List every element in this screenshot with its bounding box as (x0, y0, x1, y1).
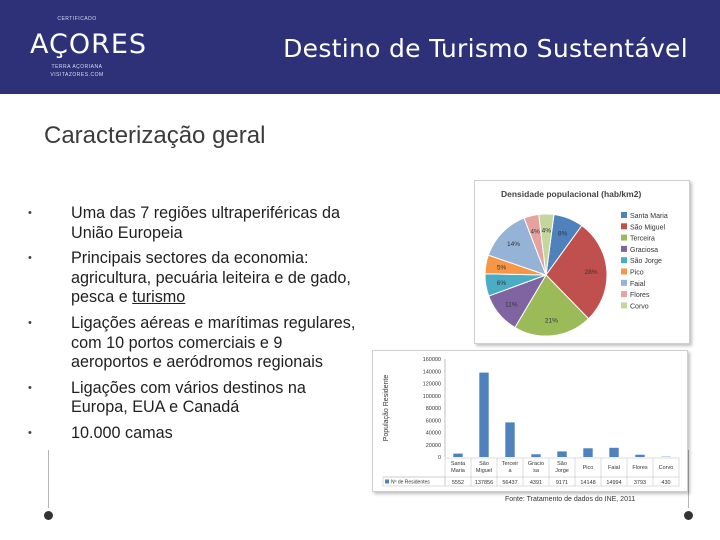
pie-data-label: 21% (544, 317, 558, 325)
data-table-value: 4391 (529, 480, 543, 486)
data-table-value: 430 (661, 480, 671, 486)
y-tick-label: 80000 (425, 406, 441, 412)
bar-chart (373, 351, 687, 491)
bullet-list (28, 204, 364, 444)
x-tick-label: Jorge (555, 468, 569, 474)
acores-logo (22, 10, 148, 80)
corner-line (688, 450, 689, 508)
pie-data-label: 11% (505, 301, 518, 309)
bar-chart-panel (372, 350, 688, 492)
x-tick-label: Gracio (527, 461, 545, 467)
legend-label: Graciosa (630, 246, 659, 254)
legend-swatch (621, 257, 627, 263)
bar (479, 373, 488, 457)
pie-title: Densidade populacional (hab/km2) (501, 189, 642, 199)
pie-data-label: 8% (557, 230, 568, 238)
bar (635, 455, 644, 457)
turismo-link[interactable]: turismo (132, 288, 186, 307)
legend-label: Faial (630, 280, 646, 288)
bar (609, 448, 618, 457)
x-tick-label: Pico (582, 465, 594, 471)
section-title: Caracterização geral (44, 122, 266, 149)
y-axis-label: População Residente (383, 374, 390, 442)
y-tick-label: 0 (437, 455, 441, 461)
series-name: Nº de Residentes (391, 479, 430, 486)
y-tick-label: 160000 (422, 357, 441, 363)
legend-label: São Miguel (630, 224, 666, 232)
bullet-item (28, 249, 364, 308)
y-tick-label: 20000 (425, 442, 441, 449)
legend-label: Pico (630, 269, 644, 277)
legend-label: Flores (630, 292, 650, 300)
legend-swatch (621, 212, 627, 218)
logo-wordmark: AÇORES (30, 29, 148, 60)
bullet-item: • Uma das 7 regiões ultraperiféricas da União Europeia (28, 204, 364, 243)
pie-data-label: 14% (506, 241, 521, 249)
x-tick-label: Faial (608, 465, 620, 471)
data-table-value: 9171 (555, 480, 569, 486)
legend-swatch (621, 269, 627, 275)
pie-data-label: 4% (530, 228, 540, 236)
corner-dot (44, 511, 53, 520)
legend-swatch (621, 235, 627, 241)
data-table-value: 3793 (633, 480, 647, 486)
bar (531, 454, 540, 457)
x-tick-label: Corvo (658, 465, 674, 471)
logo-certified-text: CERTIFICADO (57, 16, 97, 22)
pie-data-label: 6% (496, 279, 507, 287)
x-tick-label: Flores (632, 465, 648, 471)
x-tick-label: São (479, 461, 489, 467)
header-banner (0, 0, 720, 94)
data-table-value: 137856 (474, 480, 494, 486)
x-tick-label: São (557, 461, 567, 467)
banner-title: Destino de Turismo Sustentável (283, 34, 688, 63)
data-table-value: 5552 (451, 480, 465, 486)
pie-chart-panel (474, 180, 690, 344)
bar (583, 448, 592, 457)
x-tick-label: a (508, 468, 512, 474)
corner-dot (684, 511, 693, 520)
logo-site: VISITAZORES.COM (50, 72, 104, 78)
pie-data-label: 5% (496, 264, 507, 272)
y-tick-label: 60000 (425, 418, 441, 425)
legend-swatch (621, 280, 627, 286)
bullet-item: • Ligações aéreas e marítimas regulares, com 10 portos comerciais e 9 aeroportos e aeródromos regionais (28, 314, 364, 373)
x-tick-label: Terceir (501, 461, 519, 467)
x-tick-label: sa (533, 468, 539, 474)
legend-swatch (621, 291, 627, 297)
x-tick-label: Maria (451, 468, 465, 474)
bar (453, 454, 462, 457)
bullet-text: Principais sectores da economia: agricultura, pecuária leiteira e de gado, pesca e (71, 249, 351, 307)
legend-swatch (621, 302, 627, 308)
data-table-value: 14994 (606, 480, 622, 486)
bar (505, 422, 514, 457)
legend-swatch (621, 223, 627, 229)
x-tick-label: Miguel (475, 468, 493, 474)
legend-label: São Jorge (630, 258, 662, 266)
corner-line (48, 450, 49, 508)
source-note: Fonte: Tratamento de dados do INE, 2011 (505, 496, 636, 503)
y-tick-label: 100000 (422, 393, 441, 400)
y-tick-label: 120000 (422, 381, 441, 388)
logo-tagline: TERRA AÇORIANA (51, 64, 103, 70)
data-table-value: 56437 (502, 480, 518, 486)
bar (557, 451, 566, 457)
pie-data-label: 4% (541, 227, 552, 235)
legend-label: Terceira (630, 235, 655, 243)
y-tick-label: 140000 (422, 369, 441, 376)
bullet-item: • 10.000 camas (28, 424, 364, 444)
legend-swatch (621, 246, 627, 252)
pie-data-label: 28% (584, 269, 598, 277)
data-table-value: 14148 (580, 480, 596, 486)
series-swatch (385, 480, 389, 484)
x-tick-label: Santa (450, 461, 466, 467)
pie-chart (475, 181, 689, 343)
legend-label: Corvo (630, 303, 649, 311)
bullet-item: • Ligações com vários destinos na Europa, EUA e Canadá (28, 379, 364, 418)
y-tick-label: 40000 (425, 430, 441, 437)
legend-label: Santa Maria (630, 213, 668, 220)
